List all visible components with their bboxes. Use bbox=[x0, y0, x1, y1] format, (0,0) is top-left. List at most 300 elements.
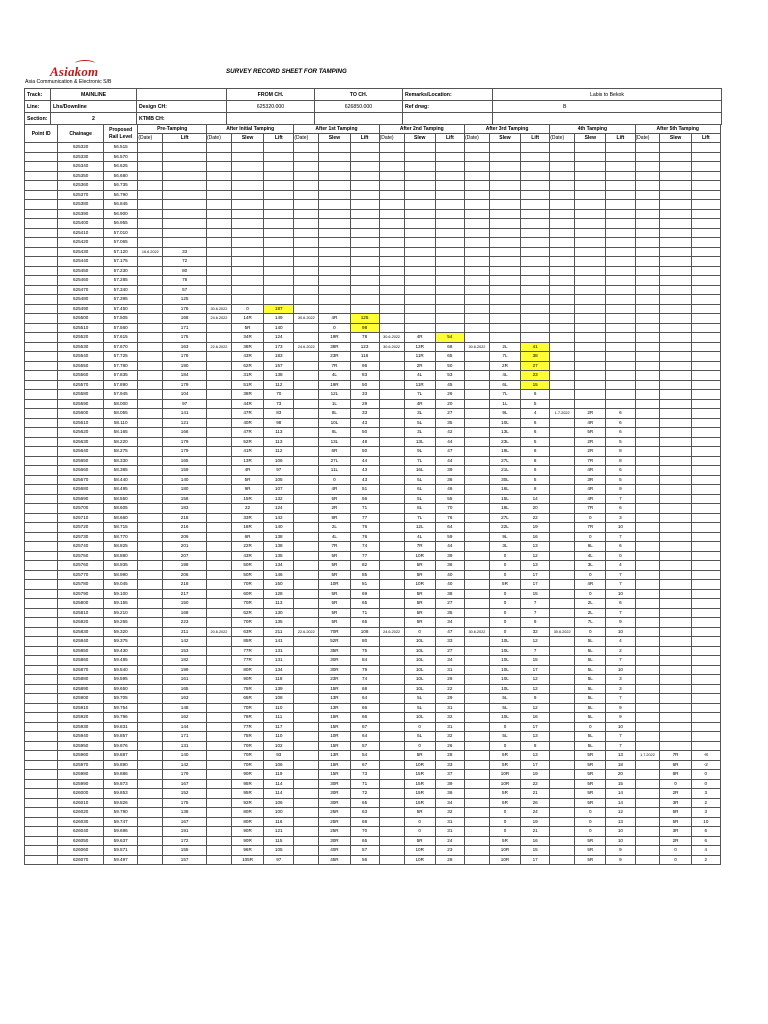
table-row bbox=[25, 314, 721, 324]
table-cell: 59.705 bbox=[104, 694, 138, 704]
table-cell bbox=[25, 855, 58, 865]
table-row bbox=[25, 399, 721, 409]
table-cell bbox=[206, 475, 231, 485]
table-cell bbox=[464, 399, 489, 409]
table-cell: 182 bbox=[163, 656, 207, 666]
table-cell bbox=[464, 513, 489, 523]
table-cell: 178 bbox=[163, 352, 207, 362]
table-cell bbox=[635, 390, 660, 400]
table-cell: 10 bbox=[606, 722, 635, 732]
table-cell bbox=[379, 637, 404, 647]
table-cell: 183 bbox=[163, 504, 207, 514]
table-cell: 7 bbox=[606, 656, 635, 666]
table-cell: 114 bbox=[264, 779, 294, 789]
table-cell bbox=[138, 523, 163, 533]
table-cell: 9L bbox=[489, 409, 520, 419]
table-cell: 108 bbox=[264, 694, 294, 704]
table-row bbox=[25, 836, 721, 846]
col-proposed: Proposed Rail Level bbox=[104, 125, 138, 143]
table-cell bbox=[264, 276, 294, 286]
table-cell: 157 bbox=[264, 361, 294, 371]
table-cell bbox=[691, 656, 720, 666]
table-cell: 54 bbox=[435, 333, 464, 343]
table-cell bbox=[489, 219, 520, 229]
table-cell: 1.7.2022 bbox=[635, 751, 660, 761]
table-cell bbox=[691, 219, 720, 229]
table-cell bbox=[550, 580, 575, 590]
table-cell: 5L bbox=[575, 703, 606, 713]
table-cell bbox=[379, 352, 404, 362]
table-cell: 10L bbox=[489, 675, 520, 685]
table-cell bbox=[294, 190, 319, 200]
table-cell bbox=[635, 703, 660, 713]
table-cell: 625520 bbox=[58, 333, 104, 343]
table-cell bbox=[206, 846, 231, 856]
table-cell bbox=[691, 580, 720, 590]
table-cell bbox=[206, 561, 231, 571]
table-cell: 626040 bbox=[58, 827, 104, 837]
table-cell: 0 bbox=[404, 627, 435, 637]
table-cell bbox=[660, 532, 691, 542]
table-cell bbox=[206, 219, 231, 229]
table-cell bbox=[350, 228, 379, 238]
table-cell bbox=[294, 323, 319, 333]
table-cell: 90R bbox=[231, 675, 263, 685]
table-cell bbox=[379, 504, 404, 514]
table-cell: 59.650 bbox=[104, 684, 138, 694]
table-cell bbox=[521, 304, 550, 314]
table-cell: 23R bbox=[319, 675, 350, 685]
table-cell bbox=[635, 637, 660, 647]
table-cell bbox=[635, 808, 660, 818]
table-cell: 218 bbox=[163, 513, 207, 523]
table-cell: 158 bbox=[163, 494, 207, 504]
table-cell bbox=[550, 675, 575, 685]
table-row bbox=[25, 437, 721, 447]
table-cell: 33 bbox=[435, 760, 464, 770]
table-cell: 32 bbox=[435, 808, 464, 818]
table-cell bbox=[206, 399, 231, 409]
table-cell bbox=[489, 314, 520, 324]
table-cell: 50 bbox=[350, 380, 379, 390]
table-cell bbox=[660, 238, 691, 248]
table-cell: 8L bbox=[404, 504, 435, 514]
table-cell bbox=[25, 190, 58, 200]
table-cell bbox=[319, 181, 350, 191]
table-row bbox=[25, 589, 721, 599]
table-cell: 76 bbox=[350, 523, 379, 533]
table-cell: 56.735 bbox=[104, 181, 138, 191]
table-cell bbox=[206, 551, 231, 561]
col-pre-tamping: Pre-Tamping bbox=[138, 125, 207, 134]
table-cell bbox=[464, 485, 489, 495]
table-cell: 108 bbox=[350, 627, 379, 637]
table-cell bbox=[635, 570, 660, 580]
table-cell: 625370 bbox=[58, 190, 104, 200]
table-cell: 15R bbox=[319, 760, 350, 770]
table-cell bbox=[206, 266, 231, 276]
table-cell: 29 bbox=[350, 399, 379, 409]
table-cell bbox=[25, 798, 58, 808]
table-cell bbox=[138, 665, 163, 675]
table-cell bbox=[660, 475, 691, 485]
table-cell: 173 bbox=[264, 342, 294, 352]
table-cell bbox=[550, 599, 575, 609]
table-cell bbox=[635, 247, 660, 257]
table-cell: 6 bbox=[606, 504, 635, 514]
table-cell: 5L bbox=[575, 713, 606, 723]
table-cell: 5R bbox=[404, 836, 435, 846]
table-cell bbox=[319, 162, 350, 172]
table-cell bbox=[660, 209, 691, 219]
table-cell bbox=[206, 732, 231, 742]
table-cell bbox=[464, 703, 489, 713]
table-cell bbox=[660, 665, 691, 675]
table-cell bbox=[691, 532, 720, 542]
table-cell bbox=[550, 589, 575, 599]
from-value: 625320.000 bbox=[227, 101, 315, 113]
table-cell bbox=[691, 599, 720, 609]
table-cell: 22.6.2022 bbox=[206, 342, 231, 352]
table-cell bbox=[138, 532, 163, 542]
table-cell bbox=[206, 656, 231, 666]
table-cell: 0 bbox=[231, 304, 263, 314]
table-cell bbox=[294, 504, 319, 514]
table-cell bbox=[25, 342, 58, 352]
table-cell bbox=[379, 257, 404, 267]
table-cell bbox=[550, 808, 575, 818]
table-cell: 30.6.2022 bbox=[206, 304, 231, 314]
table-cell: 5R bbox=[319, 618, 350, 628]
table-cell bbox=[138, 380, 163, 390]
table-cell: 21 bbox=[521, 789, 550, 799]
table-cell: 70R bbox=[231, 618, 263, 628]
table-cell: 3R bbox=[660, 827, 691, 837]
table-cell: 62R bbox=[231, 608, 263, 618]
table-row bbox=[25, 266, 721, 276]
table-cell: 0 bbox=[319, 323, 350, 333]
table-cell: 5 bbox=[521, 437, 550, 447]
table-cell: 59.890 bbox=[104, 760, 138, 770]
table-cell: 113 bbox=[264, 428, 294, 438]
table-row bbox=[25, 599, 721, 609]
table-cell bbox=[25, 675, 58, 685]
table-cell bbox=[379, 523, 404, 533]
table-cell: 58.055 bbox=[104, 409, 138, 419]
table-cell bbox=[231, 219, 263, 229]
table-cell: 625390 bbox=[58, 209, 104, 219]
table-cell: 6 bbox=[521, 418, 550, 428]
table-cell: 15 bbox=[606, 779, 635, 789]
table-cell: 218 bbox=[163, 580, 207, 590]
table-cell: 106 bbox=[264, 798, 294, 808]
table-cell: 625820 bbox=[58, 618, 104, 628]
table-cell bbox=[138, 589, 163, 599]
table-cell bbox=[691, 456, 720, 466]
table-cell: 191 bbox=[163, 827, 207, 837]
table-cell: 32 bbox=[435, 732, 464, 742]
table-cell bbox=[379, 466, 404, 476]
table-cell: 15R bbox=[231, 494, 263, 504]
table-cell bbox=[294, 162, 319, 172]
table-cell: 58.110 bbox=[104, 418, 138, 428]
table-cell bbox=[550, 352, 575, 362]
subheader-slew: Slew bbox=[489, 134, 520, 143]
table-cell bbox=[294, 399, 319, 409]
table-cell bbox=[294, 855, 319, 865]
table-cell bbox=[379, 238, 404, 248]
table-cell bbox=[231, 247, 263, 257]
table-cell: 57.670 bbox=[104, 342, 138, 352]
table-cell bbox=[635, 171, 660, 181]
table-cell: 625810 bbox=[58, 608, 104, 618]
table-cell: 3R bbox=[660, 798, 691, 808]
table-cell bbox=[294, 770, 319, 780]
table-cell bbox=[404, 152, 435, 162]
table-cell: 211 bbox=[163, 627, 207, 637]
table-cell: 0 bbox=[489, 627, 520, 637]
table-cell: 132 bbox=[264, 494, 294, 504]
table-cell: 10R bbox=[404, 760, 435, 770]
table-cell: 5L bbox=[575, 694, 606, 704]
table-cell: 28 bbox=[435, 855, 464, 865]
table-cell bbox=[606, 304, 635, 314]
table-cell bbox=[379, 570, 404, 580]
table-cell: 3L bbox=[489, 542, 520, 552]
table-cell bbox=[550, 637, 575, 647]
table-cell: 58.165 bbox=[104, 428, 138, 438]
table-cell: 74 bbox=[350, 675, 379, 685]
table-cell: 33 bbox=[350, 409, 379, 419]
table-cell bbox=[635, 304, 660, 314]
table-cell bbox=[635, 599, 660, 609]
table-cell bbox=[550, 428, 575, 438]
table-cell: 3L bbox=[404, 428, 435, 438]
table-cell bbox=[464, 732, 489, 742]
table-cell bbox=[138, 152, 163, 162]
table-cell: 59.595 bbox=[104, 675, 138, 685]
table-row bbox=[25, 551, 721, 561]
table-cell bbox=[606, 228, 635, 238]
table-cell bbox=[435, 190, 464, 200]
table-row bbox=[25, 285, 721, 295]
table-cell: 81 bbox=[350, 580, 379, 590]
table-cell bbox=[464, 542, 489, 552]
table-cell bbox=[635, 798, 660, 808]
table-cell: 625580 bbox=[58, 390, 104, 400]
table-cell bbox=[635, 447, 660, 457]
table-cell: 33 bbox=[163, 247, 207, 257]
table-cell: 9 bbox=[521, 694, 550, 704]
table-cell bbox=[464, 314, 489, 324]
table-cell: 74 bbox=[350, 542, 379, 552]
table-cell bbox=[379, 741, 404, 751]
table-cell: 118 bbox=[350, 352, 379, 362]
table-cell: 14 bbox=[606, 798, 635, 808]
table-cell: 10L bbox=[404, 713, 435, 723]
table-cell bbox=[379, 846, 404, 856]
table-cell bbox=[606, 380, 635, 390]
table-cell: 4R bbox=[404, 333, 435, 343]
table-cell bbox=[206, 200, 231, 210]
table-cell: 14 bbox=[521, 494, 550, 504]
table-cell: 70R bbox=[319, 627, 350, 637]
table-cell: 5R bbox=[319, 589, 350, 599]
table-row bbox=[25, 694, 721, 704]
table-cell bbox=[606, 295, 635, 305]
table-cell: 39 bbox=[435, 466, 464, 476]
table-cell: 50R bbox=[231, 561, 263, 571]
table-cell: 7 bbox=[606, 570, 635, 580]
table-cell bbox=[25, 618, 58, 628]
table-cell bbox=[206, 152, 231, 162]
table-cell: 625880 bbox=[58, 675, 104, 685]
table-cell bbox=[691, 266, 720, 276]
table-cell: 31 bbox=[435, 665, 464, 675]
table-cell bbox=[350, 219, 379, 229]
table-cell bbox=[25, 152, 58, 162]
table-cell bbox=[575, 190, 606, 200]
table-cell bbox=[206, 751, 231, 761]
table-cell: 22 bbox=[435, 684, 464, 694]
table-cell: 30.6.2022 bbox=[464, 342, 489, 352]
table-cell: 5L bbox=[404, 418, 435, 428]
table-cell: 7 bbox=[521, 599, 550, 609]
table-cell bbox=[550, 618, 575, 628]
table-cell: 36 bbox=[435, 475, 464, 485]
table-cell bbox=[575, 352, 606, 362]
table-cell: 16L bbox=[404, 466, 435, 476]
table-cell: 0 bbox=[575, 627, 606, 637]
table-cell bbox=[138, 836, 163, 846]
table-row bbox=[25, 209, 721, 219]
table-cell bbox=[691, 371, 720, 381]
table-cell bbox=[464, 675, 489, 685]
table-cell: 5L bbox=[575, 675, 606, 685]
table-cell bbox=[606, 162, 635, 172]
table-cell: 13 bbox=[521, 751, 550, 761]
table-cell bbox=[404, 171, 435, 181]
table-cell bbox=[294, 418, 319, 428]
table-cell: 216 bbox=[163, 523, 207, 533]
table-cell bbox=[660, 399, 691, 409]
table-cell: 159 bbox=[163, 466, 207, 476]
table-cell: 6 bbox=[606, 466, 635, 476]
table-cell: 183 bbox=[264, 352, 294, 362]
table-cell: 45R bbox=[319, 855, 350, 865]
table-cell bbox=[660, 694, 691, 704]
table-cell bbox=[138, 390, 163, 400]
table-cell: 0 bbox=[660, 846, 691, 856]
table-cell: 625760 bbox=[58, 561, 104, 571]
table-cell: 5R bbox=[231, 475, 263, 485]
table-cell: 9 bbox=[606, 485, 635, 495]
table-cell bbox=[606, 209, 635, 219]
table-row bbox=[25, 561, 721, 571]
table-cell: 7 bbox=[606, 741, 635, 751]
table-cell bbox=[575, 152, 606, 162]
table-cell bbox=[350, 152, 379, 162]
table-cell bbox=[163, 219, 207, 229]
table-cell: 113 bbox=[264, 437, 294, 447]
table-cell: 5R bbox=[404, 599, 435, 609]
table-cell bbox=[350, 276, 379, 286]
table-cell bbox=[319, 285, 350, 295]
table-cell: 60R bbox=[231, 589, 263, 599]
table-cell bbox=[489, 190, 520, 200]
table-cell bbox=[660, 418, 691, 428]
table-cell bbox=[691, 466, 720, 476]
table-cell: 625530 bbox=[58, 342, 104, 352]
table-cell: 39 bbox=[435, 551, 464, 561]
table-cell bbox=[464, 361, 489, 371]
table-cell: 79 bbox=[350, 665, 379, 675]
table-cell bbox=[25, 285, 58, 295]
table-cell bbox=[25, 485, 58, 495]
table-cell bbox=[138, 162, 163, 172]
table-cell bbox=[379, 399, 404, 409]
table-cell: 57.010 bbox=[104, 228, 138, 238]
table-cell: 138 bbox=[163, 808, 207, 818]
table-cell bbox=[550, 418, 575, 428]
table-cell bbox=[464, 257, 489, 267]
table-cell bbox=[635, 285, 660, 295]
table-cell: 2 bbox=[691, 855, 720, 865]
table-cell bbox=[606, 219, 635, 229]
table-cell bbox=[550, 827, 575, 837]
table-cell: 50 bbox=[435, 361, 464, 371]
table-cell: 125 bbox=[350, 314, 379, 324]
table-cell: 76 bbox=[435, 513, 464, 523]
table-cell: 34R bbox=[231, 333, 263, 343]
table-cell: 20 bbox=[521, 504, 550, 514]
table-cell bbox=[294, 380, 319, 390]
table-cell bbox=[691, 304, 720, 314]
table-cell: 2L bbox=[575, 608, 606, 618]
table-cell bbox=[550, 760, 575, 770]
table-cell bbox=[404, 238, 435, 248]
table-cell: 5R bbox=[575, 798, 606, 808]
table-cell bbox=[404, 314, 435, 324]
table-cell bbox=[206, 418, 231, 428]
table-cell: 64 bbox=[350, 732, 379, 742]
table-cell: 75 bbox=[350, 646, 379, 656]
table-cell: 40R bbox=[231, 418, 263, 428]
table-cell: 625650 bbox=[58, 456, 104, 466]
table-cell bbox=[635, 266, 660, 276]
table-cell: 43 bbox=[350, 418, 379, 428]
subheader-slew: Slew bbox=[660, 134, 691, 143]
table-cell bbox=[635, 713, 660, 723]
table-cell bbox=[660, 684, 691, 694]
table-cell bbox=[294, 789, 319, 799]
table-cell bbox=[294, 542, 319, 552]
table-cell: 7R bbox=[660, 751, 691, 761]
table-cell bbox=[379, 295, 404, 305]
table-cell bbox=[691, 551, 720, 561]
table-cell: 6 bbox=[606, 542, 635, 552]
table-cell: 58.495 bbox=[104, 485, 138, 495]
table-cell bbox=[550, 266, 575, 276]
table-cell bbox=[635, 523, 660, 533]
table-cell: 5L bbox=[575, 684, 606, 694]
col-1st-tamping: After 1st Tamping bbox=[294, 125, 379, 134]
table-cell: 0 bbox=[575, 589, 606, 599]
table-cell: 0 bbox=[489, 589, 520, 599]
table-cell bbox=[294, 228, 319, 238]
table-cell bbox=[379, 371, 404, 381]
table-cell: 625420 bbox=[58, 238, 104, 248]
